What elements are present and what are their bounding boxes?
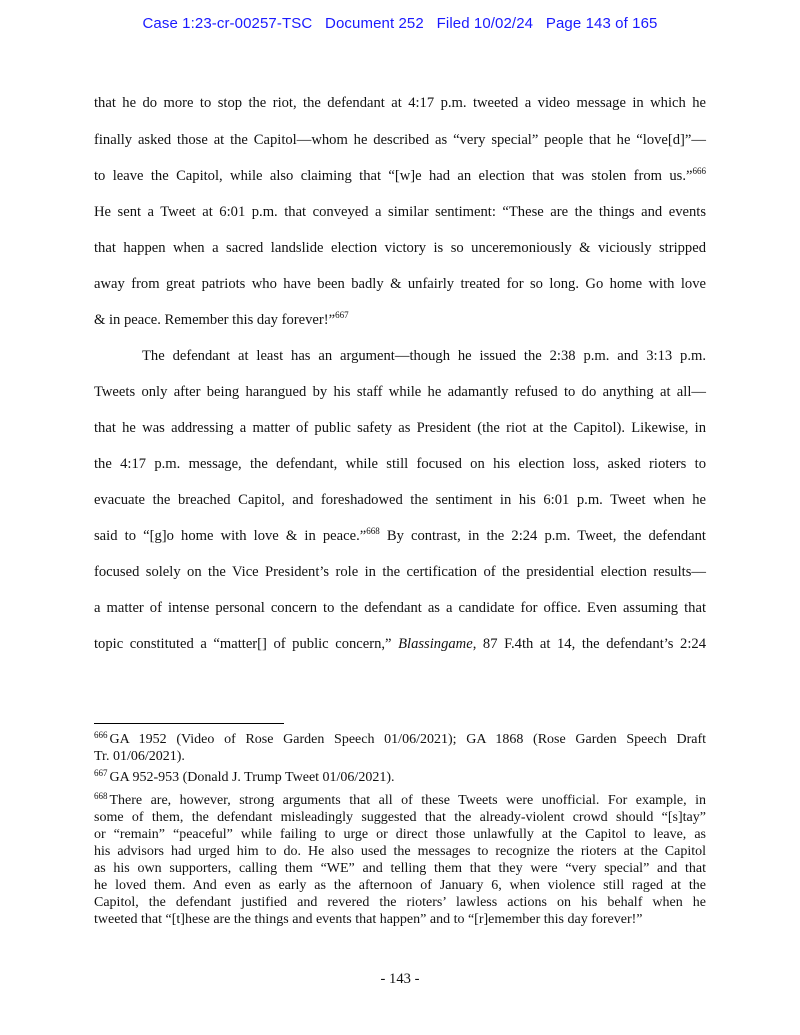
footnote-668: $^{668}$ There are, however, strong arguments that all of these Tweets were unofficial. For example, in: [94, 791, 706, 808]
footnote-line: he loved them. And even as early as the afternoon of January 6, when violence still raged at the: [94, 878, 706, 893]
footnote-line: as his own supporters, calling them “WE” and telling them that they were “very special” and that: [94, 861, 706, 876]
body-line: He sent a Tweet at 6:01 p.m. that conveyed a similar sentiment: “These are the things and events: [94, 204, 706, 220]
footnote-line: his advisors had urged him to do. He also used the messages to recognize the rioters at the Capitol: [94, 844, 706, 859]
footnote-ref-668: 668: [366, 526, 380, 536]
body-line: & in peace. Remember this day forever!”$^{667}$: [94, 310, 349, 328]
footnote-line: Capitol, the defendant justified and revered the rioters’ lawless actions on his behalf when he: [94, 895, 706, 910]
body-line: that he do more to stop the riot, the defendant at 4:17 p.m. tweeted a video message in which he: [94, 95, 706, 111]
body-line: focused solely on the Vice President’s role in the certification of the presidential election results—: [94, 564, 706, 580]
case-citation: Blassingame: [398, 636, 473, 652]
page-number: - 143 -: [380, 971, 420, 987]
footnote-divider: [94, 723, 284, 724]
footnote-line: or “remain” “peaceful” while failing to urge or direct those unlawfully at the Capitol to leave, as: [94, 827, 706, 842]
footnote-line: Tr. 01/06/2021).: [94, 749, 185, 764]
footnote-ref-667: 667: [335, 310, 349, 320]
body-line: that he was addressing a matter of public safety as President (the riot at the Capitol). Likewise, in: [94, 420, 706, 436]
body-line: The defendant at least has an argument—though he issued the 2:38 p.m. and 3:13 p.m.: [142, 348, 706, 364]
footnote-line: tweeted that “[t]hese are the things and events that happen” and to “[r]emember this day forever!”: [94, 912, 643, 927]
body-line: evacuate the breached Capitol, and foreshadowed the sentiment in his 6:01 p.m. Tweet when he: [94, 492, 706, 508]
case-header: Case 1:23-cr-00257-TSC Document 252 Filed 10/02/24 Page 143 of 165: [142, 15, 658, 32]
footnote-667: $^{667}$ GA 952-953 (Donald J. Trump Tweet 01/06/2021).: [94, 768, 395, 785]
body-line: a matter of intense personal concern to the defendant as a candidate for office. Even assuming that: [94, 600, 706, 616]
footnote-666: $^{666}$ GA 1952 (Video of Rose Garden Speech 01/06/2021); GA 1868 (Rose Garden Speech Draft: [94, 730, 706, 747]
body-line: to leave the Capitol, while also claiming that “[w]e had an election that was stolen from us.”$^{666}$: [94, 166, 706, 184]
body-line: Tweets only after being harangued by his staff while he adamantly refused to do anything at all—: [94, 384, 706, 400]
footnote-line: some of them, the defendant misleadingly suggested that the already-violent crowd should “[s]tay”: [94, 810, 706, 825]
body-line: the 4:17 p.m. message, the defendant, while still focused on his election loss, asked rioters to: [94, 456, 706, 472]
body-line: away from great patriots who have been badly & unfairly treated for so long. Go home with love: [94, 276, 706, 292]
body-line: said to “[g]o home with love & in peace.”$^{668}$ By contrast, in the 2:24 p.m. Tweet, the defendant: [94, 526, 706, 544]
body-line: that happen when a sacred landslide election victory is so unceremoniously & viciously stripped: [94, 240, 706, 256]
body-line: finally asked those at the Capitol—whom he described as “very special” people that he “love[d]”—: [94, 132, 706, 148]
body-line: topic constituted a “matter[] of public concern,” Blassingame, 87 F.4th at 14, the defendant’s 2:24: [94, 636, 706, 652]
footnote-ref-666: 666: [692, 166, 706, 176]
